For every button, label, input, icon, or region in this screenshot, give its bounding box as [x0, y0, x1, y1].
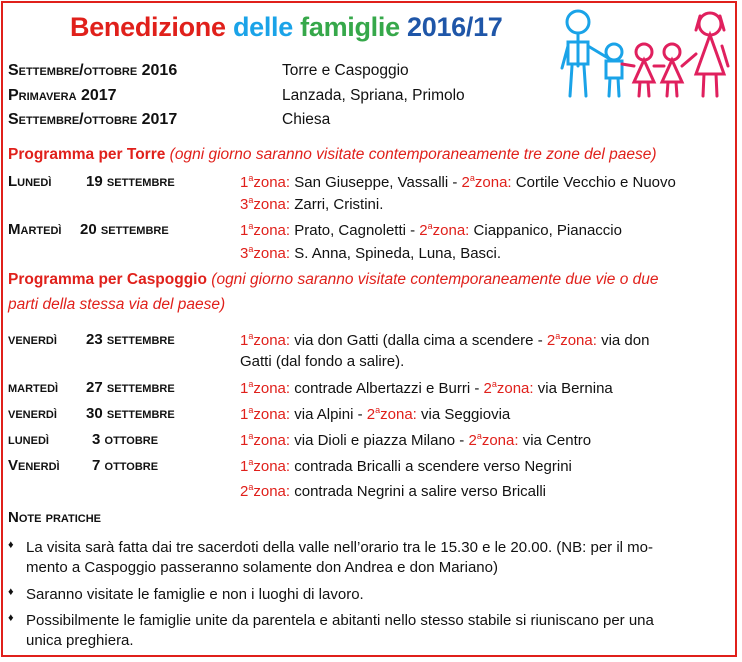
- title-word-2: delle: [232, 12, 293, 42]
- bullet-diamond-icon: ♦: [8, 612, 14, 624]
- period-value: Torre e Caspoggio: [282, 62, 409, 79]
- schedule-date: 23 settembre: [86, 331, 175, 348]
- schedule-zones: 1$^a$zona: via don Gatti (dalla cima a scendere - 2$^a$zona: via don: [240, 331, 650, 349]
- title-word-1: Benedizione: [70, 12, 226, 42]
- schedule-date: 20 settembre: [80, 221, 169, 238]
- note-text: Saranno visitate le famiglie e non i luoghi di lavoro.: [26, 586, 364, 603]
- schedule-zones: 3$^a$zona: Zarri, Cristini.: [240, 195, 384, 213]
- schedule-date: 3 ottobre: [92, 431, 159, 448]
- schedule-zones: Gatti (dal fondo a salire).: [240, 353, 405, 370]
- zone-label: 2$^a$zona:: [240, 482, 291, 500]
- period-value: Chiesa: [282, 111, 331, 128]
- note-text: Possibilmente le famiglie unite da parentela e abitanti nello stesso stabile si riuniscano per una unica preghiera.: [26, 612, 654, 649]
- zone-label: 2$^a$zona:: [461, 173, 512, 191]
- schedule-zones: 2$^a$zona: contrada Negrini a salire verso Bricalli: [240, 482, 547, 500]
- period-label: Settembre/ottobre 2016: [8, 62, 178, 79]
- zone-label: 1$^a$zona:: [240, 457, 291, 475]
- zone-label: 2$^a$zona:: [483, 379, 534, 397]
- zone-label: 1$^a$zona:: [240, 173, 291, 191]
- zone-label: 2$^a$zona:: [546, 331, 597, 349]
- schedule-day: Venerdì: [8, 457, 60, 474]
- schedule-zones: 3$^a$zona: S. Anna, Spineda, Luna, Basci.: [240, 244, 502, 262]
- period-value: Lanzada, Spriana, Primolo: [282, 87, 465, 104]
- torre-program-heading: [8, 146, 657, 164]
- schedule-zones: 1$^a$zona: via Alpini - 2$^a$zona: via Seggiovia: [240, 405, 511, 423]
- zone-label: 1$^a$zona:: [240, 331, 291, 349]
- torre-heading-note: (ogni giorno saranno visitate contemporaneamente tre zone del paese): [169, 146, 657, 163]
- zone-label: 1$^a$zona:: [240, 431, 291, 449]
- schedule-date: 30 settembre: [86, 405, 175, 422]
- schedule-day: lunedì: [8, 431, 49, 448]
- bullet-diamond-icon: ♦: [8, 586, 14, 598]
- zone-label: 1$^a$zona:: [240, 221, 291, 239]
- schedule-day: Lunedì: [8, 173, 52, 190]
- caspoggio-program-heading: [8, 271, 659, 289]
- zone-label: 3$^a$zona:: [240, 244, 291, 262]
- schedule-zones: 1$^a$zona: San Giuseppe, Vassalli - 2$^a$zona: Cortile Vecchio e Nuovo: [240, 173, 676, 191]
- period-label: Settembre/ottobre 2017: [8, 111, 178, 128]
- schedule-zones: 1$^a$zona: via Dioli e piazza Milano - 2$^a$zona: via Centro: [240, 431, 592, 449]
- zone-label: 2$^a$zona:: [366, 405, 417, 423]
- zone-label: 2$^a$zona:: [468, 431, 519, 449]
- period-label: Primavera 2017: [8, 87, 117, 104]
- title-year: 2016/17: [407, 12, 503, 42]
- schedule-zones: 1$^a$zona: Prato, Cagnoletti - 2$^a$zona: Ciappanico, Pianaccio: [240, 221, 622, 239]
- schedule-zones: 1$^a$zona: contrade Albertazzi e Burri - 2$^a$zona: via Bernina: [240, 379, 613, 397]
- notes-heading: Note pratiche: [8, 509, 102, 526]
- bullet-diamond-icon: ♦: [8, 539, 14, 551]
- schedule-date: 19 settembre: [86, 173, 175, 190]
- family-illustration-icon: [560, 8, 730, 100]
- schedule-date: 27 settembre: [86, 379, 175, 396]
- zone-label: 3$^a$zona:: [240, 195, 291, 213]
- caspoggio-heading-note: (ogni giorno saranno visitate contemporaneamente due vie o due: [211, 271, 659, 288]
- title-word-3: famiglie: [300, 12, 400, 42]
- schedule-day: Martedì: [8, 221, 62, 238]
- note-text: La visita sarà fatta dai tre sacerdoti della valle nell’orario tra le 15.30 e le 20.00. (NB: per il mo- mento a Caspoggio passeranno solamente don Andrea e don Mariano): [26, 539, 653, 576]
- schedule-day: martedì: [8, 379, 59, 396]
- zone-label: 1$^a$zona:: [240, 379, 291, 397]
- torre-heading-text: Programma per Torre: [8, 146, 166, 163]
- schedule-day: venerdì: [8, 331, 57, 348]
- caspoggio-heading-text: Programma per Caspoggio: [8, 271, 207, 288]
- caspoggio-heading-note-continued: parti della stessa via del paese): [8, 296, 226, 313]
- zone-label: 1$^a$zona:: [240, 405, 291, 423]
- schedule-date: 7 ottobre: [92, 457, 159, 474]
- zone-label: 2$^a$zona:: [419, 221, 470, 239]
- schedule-zones: 1$^a$zona: contrada Bricalli a scendere verso Negrini: [240, 457, 572, 475]
- page-title: [70, 12, 503, 43]
- schedule-day: venerdì: [8, 405, 57, 422]
